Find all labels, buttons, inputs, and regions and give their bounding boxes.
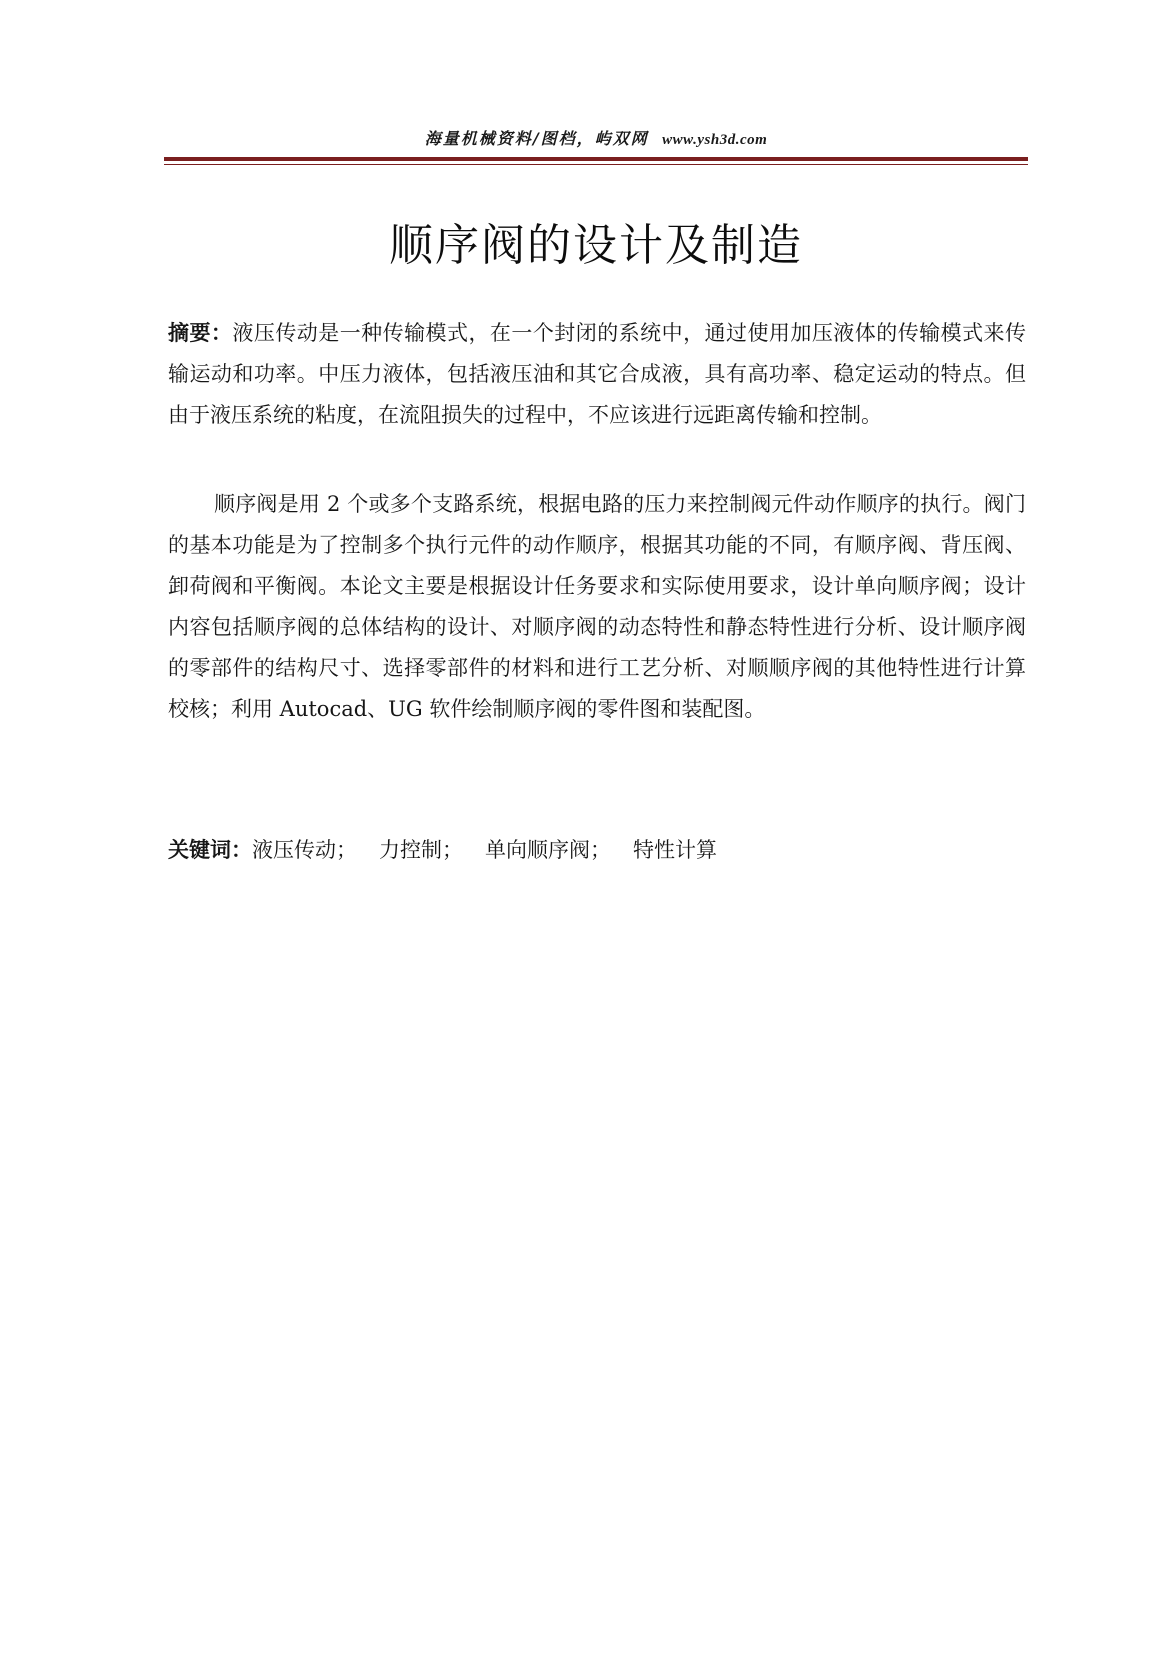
keyword-item: 液压传动； <box>252 838 357 862</box>
keywords-label: 关键词： <box>168 838 252 862</box>
header-site-url: www.ysh3d.com <box>662 132 768 148</box>
abstract-paragraph <box>168 313 1026 436</box>
keywords-line <box>168 830 1026 871</box>
keyword-item: 单向顺序阀； <box>485 838 611 862</box>
running-header <box>164 126 1028 149</box>
header-text: 海量机械资料/图档，屿双网 <box>424 129 649 148</box>
keyword-item: 力控制； <box>379 838 463 862</box>
abstract-text: 液压传动是一种传输模式，在一个封闭的系统中，通过使用加压液体的传输模式来传输运动和功率。中压力液体，包括液压油和其它合成液，具有高功率、稳定运动的特点。但由于液压系统的粘度，在流阻损失的过程中，不应该进行远距离传输和控制。 <box>168 321 1027 427</box>
document-title: 顺序阀的设计及制造 <box>389 220 803 271</box>
abstract-label: 摘要： <box>168 321 233 345</box>
header-rule-thick <box>164 157 1028 161</box>
body-paragraph: 顺序阀是用 2 个或多个支路系统，根据电路的压力来控制阀元件动作顺序的执行。阀门的基本功能是为了控制多个执行元件的动作顺序，根据其功能的不同，有顺序阀、背压阀、卸荷阀和平衡阀。本论文主要是根据设计任务要求和实际使用要求，设计单向顺序阀；设计内容包括顺序阀的总体结构的设计、对顺序阀的动态特性和静态特性进行分析、设计顺序阀的零部件的结构尺寸、选择零部件的材料和进行工艺分析、对顺顺序阀的其他特性进行计算校核；利用 Autocad、UG 软件绘制顺序阀的零件图和装配图。 <box>168 492 1026 721</box>
header-rule-thin <box>164 164 1028 165</box>
keyword-item: 特性计算 <box>633 838 717 862</box>
